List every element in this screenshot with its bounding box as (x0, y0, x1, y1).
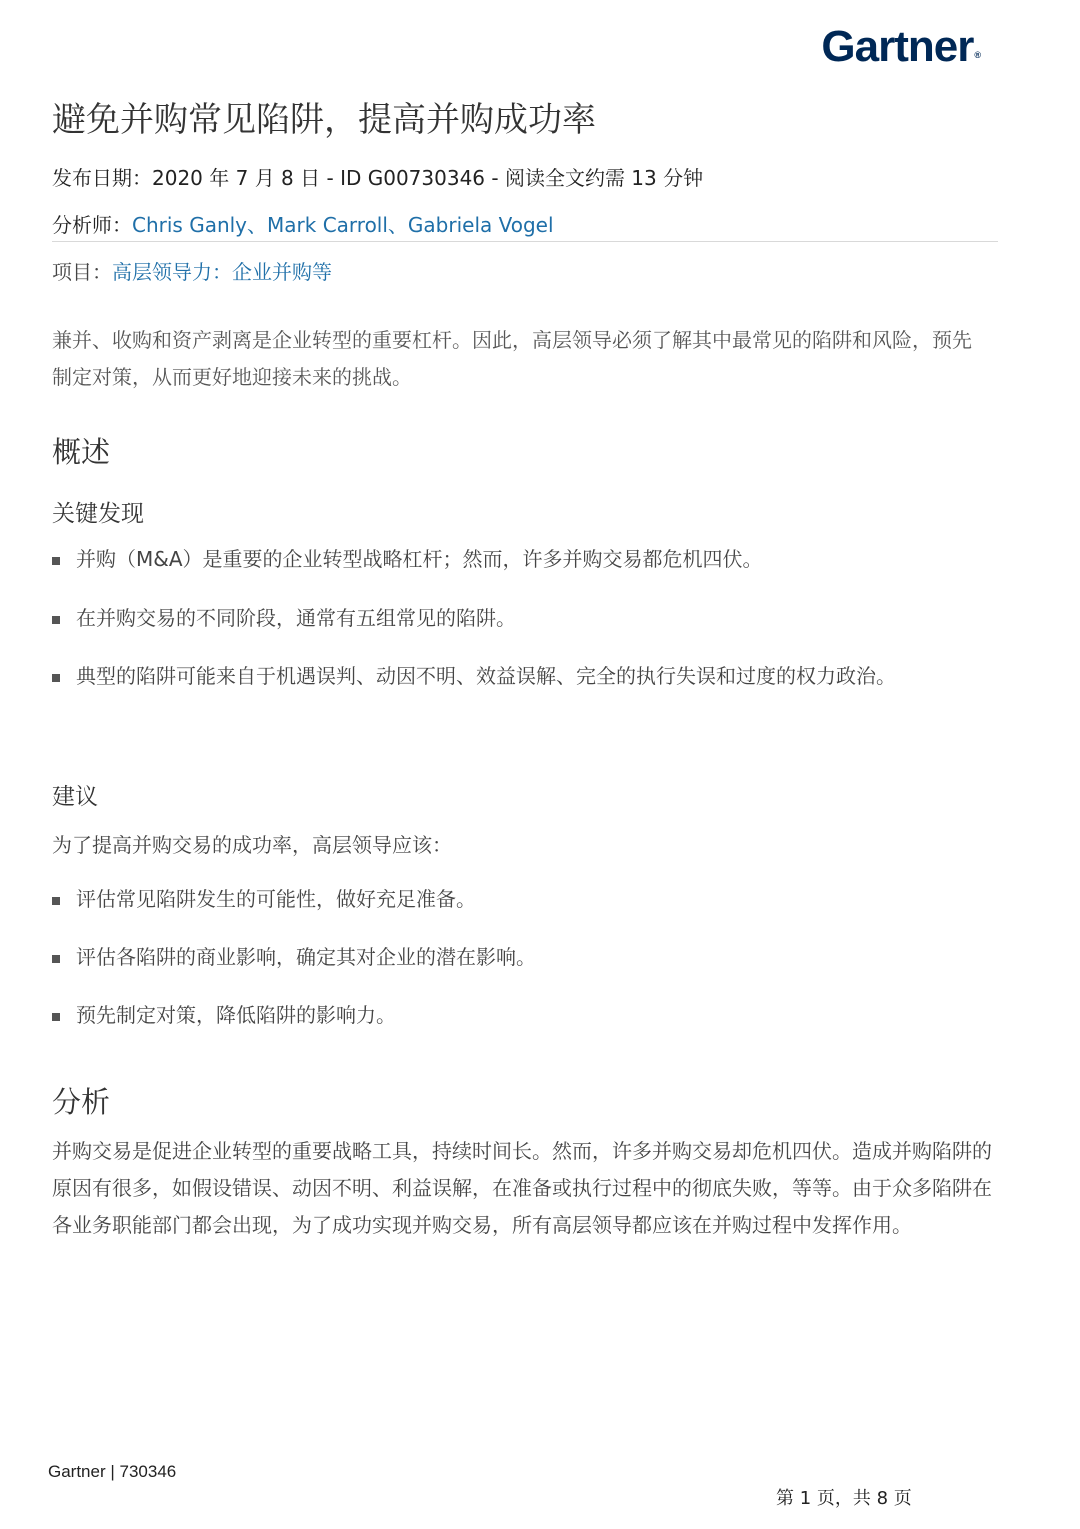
bullet-square-icon (52, 897, 60, 905)
analysts-label: 分析师： (52, 213, 132, 237)
bullet-square-icon (52, 674, 60, 682)
overview-heading: 概述 (52, 435, 111, 469)
recommendations-heading: 建议 (52, 784, 98, 810)
bullet-square-icon (52, 616, 60, 624)
page-number: 第 1 页，共 8 页 (776, 1488, 912, 1509)
list-item: 评估常见陷阱发生的可能性，做好充足准备。 (52, 881, 952, 918)
list-item: 预先制定对策，降低陷阱的影响力。 (52, 997, 952, 1034)
publish-info: 发布日期：2020 年 7 月 8 日 - ID G00730346 - 阅读全文约需 13 分钟 (52, 166, 704, 190)
registered-mark: ® (974, 50, 980, 60)
bullet-square-icon (52, 557, 60, 565)
project-line (52, 256, 332, 285)
header-divider (52, 241, 998, 242)
analysts-links[interactable]: Chris Ganly、Mark Carroll、Gabriela Vogel (132, 213, 554, 237)
list-item: 在并购交易的不同阶段，通常有五组常见的陷阱。 (52, 600, 952, 637)
project-label: 项目： (52, 260, 112, 284)
list-item: 典型的陷阱可能来自于机遇误判、动因不明、效益误解、完全的执行失误和过度的权力政治。 (52, 658, 952, 695)
list-item: 并购（M&A）是重要的企业转型战略杠杆；然而，许多并购交易都危机四伏。 (52, 541, 952, 578)
project-link[interactable]: 高层领导力：企业并购等 (112, 260, 332, 284)
bullet-square-icon (52, 955, 60, 963)
bullet-square-icon (52, 1013, 60, 1021)
footer-document-id: Gartner | 730346 (48, 1462, 177, 1481)
analysis-heading: 分析 (52, 1085, 111, 1119)
document-title: 避免并购常见陷阱，提高并购成功率 (52, 100, 596, 140)
recommendations-intro: 为了提高并购交易的成功率，高层领导应该： (52, 833, 452, 857)
analysis-paragraph: 并购交易是促进企业转型的重要战略工具，持续时间长。然而，许多并购交易却危机四伏。造成并购陷阱的原因有很多，如假设错误、动因不明、利益误解，在准备或执行过程中的彻底失败，等等。由于众多陷阱在各业务职能部门都会出现，为了成功实现并购交易，所有高层领导都应该在并购过程中发挥作用。 (52, 1139, 992, 1237)
key-findings-heading: 关键发现 (52, 501, 144, 527)
analysts-line (52, 209, 554, 238)
list-item: 评估各陷阱的商业影响，确定其对企业的潜在影响。 (52, 939, 952, 976)
gartner-logo: Gartner® (821, 22, 980, 71)
summary-paragraph: 兼并、收购和资产剥离是企业转型的重要杠杆。因此，高层领导必须了解其中最常见的陷阱和风险，预先制定对策，从而更好地迎接未来的挑战。 (52, 328, 972, 389)
